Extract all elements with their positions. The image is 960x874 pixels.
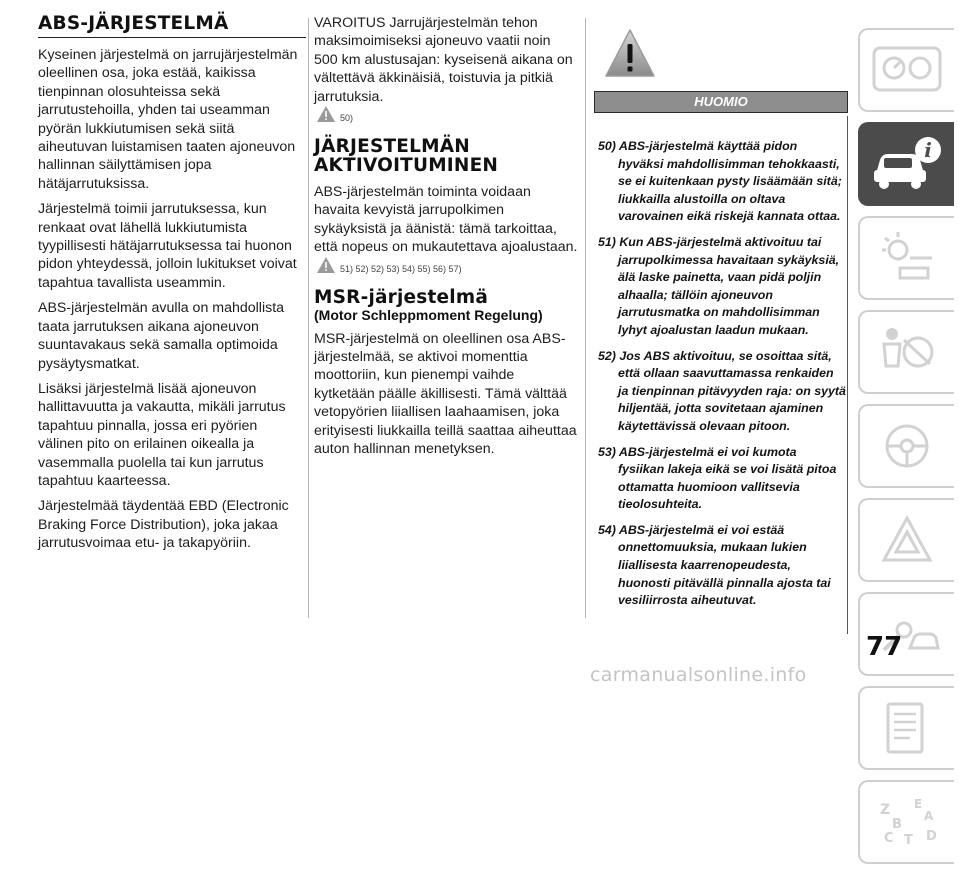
msr-paragraph: MSR-järjestelmä on oleellinen osa ABS-järjestelmää, se aktivoi momenttia moottoriin, kun pienempi vaihde kytketään päälle äkillisesti. Tämä välttää vetopyörien liiallisen laahaamisen, joka erityisesti liukkailla teillä saattaa aiheuttaa auton hallinnan menetyksen.: [314, 330, 577, 458]
abs-paragraph: Lisäksi järjestelmä lisää ajoneuvon hallittavuutta ja vakautta, mikäli jarrutus tapahtuu pinnalla, jossa eri pyörien välinen pito on erilainen oikealla ja vasemmalla puolella tai kun jarrutus tapahtuu kaarteessa.: [38, 380, 286, 489]
abs-heading: ABS-JÄRJESTELMÄ: [38, 14, 306, 38]
airbag-safety-icon: [870, 322, 944, 382]
chapter-tabs: [858, 28, 954, 874]
tab-lights[interactable]: [858, 216, 954, 300]
tab-driving[interactable]: [858, 404, 954, 488]
warning-item: 51) Kun ABS-järjestelmä aktivoituu tai jarrupolkimessa havaitaan sykäyksiä, älä laske painetta, vaan pidä poljin alhaalla; tällöin ajoneuvon jarrutusmatka on mahdollisimman lyhyt ajoalustan laadun mukaan.: [598, 234, 840, 337]
reference-numbers: 51) 52) 52) 53) 54) 55) 56) 57): [340, 263, 462, 274]
warning-light-icon: [870, 510, 944, 570]
car-info-icon: [870, 134, 944, 194]
alphabet-index-icon: [870, 792, 944, 852]
warning-item: 54) ABS-järjestelmä ei voi estää onnettomuuksia, mukaan lukien liiallisesta kaarrenopeudesta, huonosti pitävällä pinnalla ajosta tai vesiliirrosta aiheutuvat.: [598, 522, 831, 608]
dashboard-icon: [870, 40, 944, 100]
warning-triangle-icon: [316, 105, 336, 123]
warning-item: 53) ABS-järjestelmä ei voi kumota fysiikan lakeja eikä se voi lisätä pitoa ottamatta huomioon vallitsevia tieolosuhteita.: [598, 444, 837, 512]
abs-paragraph: Järjestelmää täydentää EBD (Electronic Braking Force Distribution), joka jakaa jarrutusvoimaa etu- ja takapyöriin.: [38, 498, 289, 552]
tab-technical-data[interactable]: [858, 686, 954, 770]
tab-dashboard[interactable]: [858, 28, 954, 112]
reference-numbers: 50): [340, 113, 354, 124]
steering-wheel-icon: [870, 416, 944, 476]
activation-paragraph: ABS-järjestelmän toiminta voidaan havaita kevyistä jarrupolkimen sykäyksistä ja äänistä: tämä tarkoittaa, että nopeus on mukautettava ajoalustaan.: [314, 184, 578, 256]
warning-reference: [340, 264, 578, 274]
break-in-warning-paragraph: VAROITUS Jarrujärjestelmän tehon maksimoimiseksi ajoneuvo vaatii noin 500 km alustusajan: kyseisenä aikana on vältettävä äkkinäisiä, toistuvia ja pitkiä jarrutuksia.: [314, 15, 573, 105]
activation-heading-line: JÄRJESTELMÄN: [314, 136, 470, 158]
msr-subheading: (Motor Schleppmoment Regelung): [314, 306, 543, 323]
index-letter: E: [914, 797, 923, 811]
page-number: 77: [866, 632, 903, 662]
warning-icon: [604, 28, 656, 80]
tab-emergency[interactable]: [858, 498, 954, 582]
index-letter: C: [884, 831, 894, 846]
index-letter: B: [892, 817, 902, 832]
index-letter: T: [904, 833, 913, 848]
msr-heading: MSR-järjestelmä: [314, 286, 488, 308]
warning-item: 50) ABS-järjestelmä käyttää pidon hyväksi mahdollisimman tehokkaasti, se ei kuitenkaan pysty lisäämään sitä; liukkailla alustoilla on oltava varovainen eikä riskejä kannata ottaa.: [598, 139, 842, 224]
abs-paragraph: Kyseinen järjestelmä on jarrujärjestelmän oleellinen osa, joka estää, kaikissa tienpinnan olosuhteissa sekä jarrutustehoilla, yhden tai useamman pyörän lukkiutumisen sekä siitä aiheutuvan luistamisen taaten ajoneuvon hallinnan säilyttämisen jopa hätäjarrutuksissa.: [38, 47, 298, 192]
svg-text:i: i: [924, 138, 932, 162]
activation-heading-line: AKTIVOITUMINEN: [314, 155, 499, 177]
warning-reference: [340, 113, 578, 123]
middle-column: [314, 14, 578, 466]
warning-list: [598, 138, 846, 618]
left-column: [38, 14, 306, 560]
tab-safety[interactable]: [858, 310, 954, 394]
index-letter: D: [926, 829, 937, 844]
abs-paragraph: ABS-järjestelmän avulla on mahdollista taata jarrutuksen aikana ajoneuvon suuntavakaus sekä samalla optimoida pysäytysmatkat.: [38, 300, 285, 372]
tab-index[interactable]: [858, 780, 954, 864]
column-divider: [585, 18, 586, 618]
tab-car-info[interactable]: [858, 122, 954, 206]
warning-triangle-icon: [316, 256, 336, 274]
column-divider: [308, 18, 309, 618]
warning-item: 52) Jos ABS aktivoituu, se osoittaa sitä, että ollaan saavuttamassa renkaiden ja tienpinnan pitävyyden raja: on syytä hiljentää, jotta sovitetaan ajaminen käytettävissä olevaan pitoon.: [598, 348, 846, 433]
document-list-icon: [870, 698, 944, 758]
lights-icon: [870, 228, 944, 288]
index-letter: Z: [880, 802, 891, 818]
watermark: carmanualsonline.info: [590, 664, 807, 686]
activation-heading: [314, 137, 578, 175]
abs-paragraph: Järjestelmä toimii jarrutuksessa, kun renkaat ovat lähellä lukkiutumista tyypillisesti hätäjarrutuksessa tai huonon pidon yhteydessä, jolloin lukitukset voivat tapahtua tavallista useammin.: [38, 201, 297, 291]
warning-title-bar: HUOMIO: [594, 91, 848, 113]
index-letter: A: [924, 809, 934, 823]
